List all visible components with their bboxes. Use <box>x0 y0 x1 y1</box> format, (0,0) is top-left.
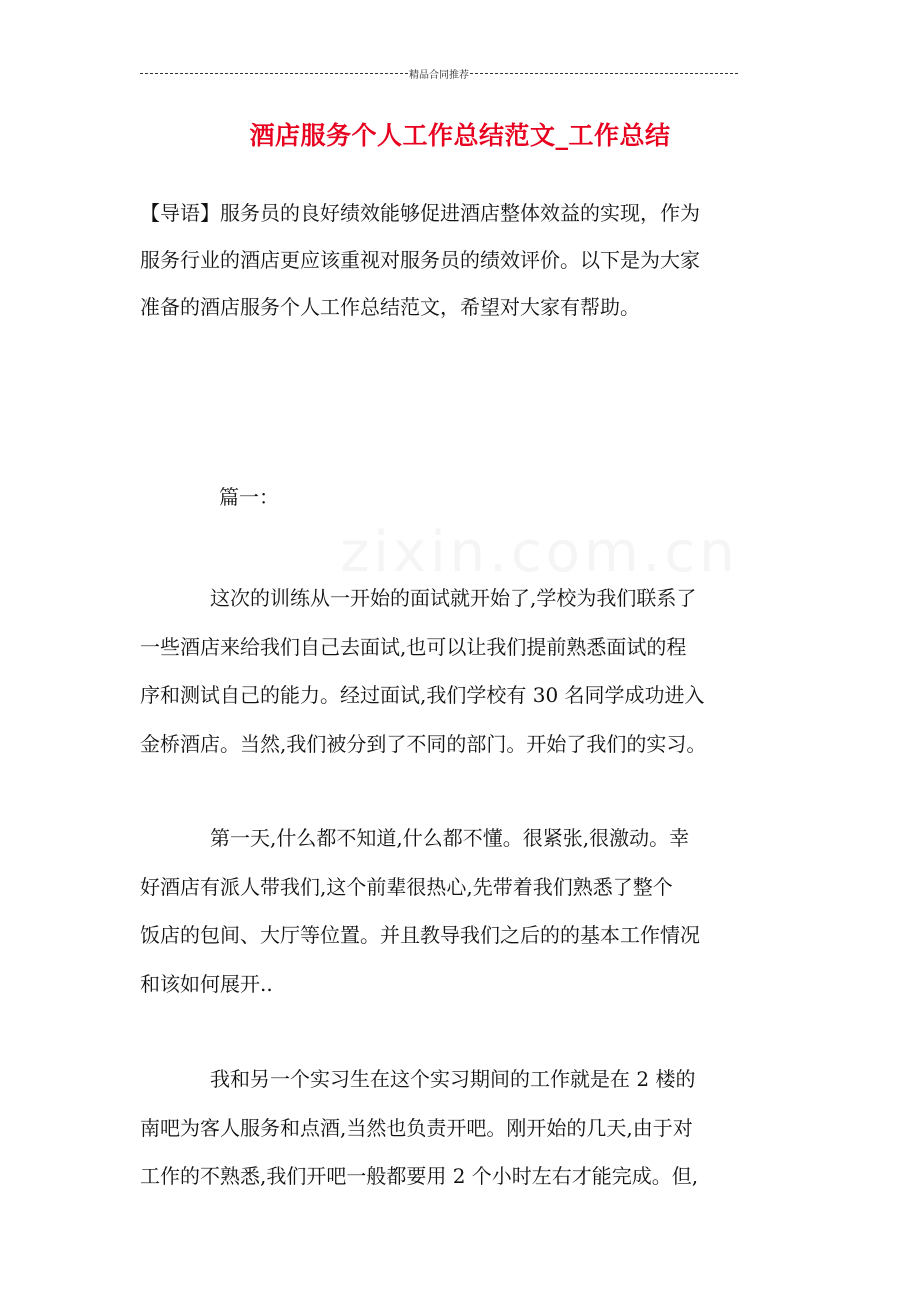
paragraph-line: 好酒店有派人带我们,这个前辈很热心,先带着我们熟悉了整个 <box>140 874 673 899</box>
intro-line: 服务行业的酒店更应该重视对服务员的绩效评价。以下是为大家 <box>140 248 700 272</box>
header-dash-right <box>470 73 738 74</box>
paragraph-line: 南吧为客人服务和点酒,当然也负责开吧。刚开始的几天,由于对 <box>140 1115 693 1140</box>
body-paragraph-1 <box>140 574 790 768</box>
page-header <box>140 66 738 81</box>
intro-line: 【导语】服务员的良好绩效能够促进酒店整体效益的实现，作为 <box>140 201 700 225</box>
paragraph-line: 和该如何展开.. <box>140 971 273 996</box>
paragraph-line: 序和测试自己的能力。经过面试,我们学校有 30 名同学成功进入 <box>140 683 705 707</box>
paragraph-line: 一些酒店来给我们自己去面试,也可以让我们提前熟悉面试的程 <box>140 634 687 659</box>
paragraph-line: 第一天,什么都不知道,什么都不懂。很紧张,很激动。幸 <box>210 826 690 850</box>
header-label: 精品合同推荐 <box>409 70 469 81</box>
section-heading: 篇一： <box>219 485 279 509</box>
paragraph-line: 这次的训练从一开始的面试就开始了,学校为我们联系了 <box>210 586 697 610</box>
paragraph-line: 工作的不熟悉,我们开吧一般都要用 2 个小时左右才能完成。但, <box>140 1164 699 1188</box>
body-paragraph-3 <box>140 1055 790 1201</box>
document-title: 酒店服务个人工作总结范文_工作总结 <box>249 121 671 150</box>
intro-paragraph <box>140 190 785 331</box>
paragraph-line: 金桥酒店。当然,我们被分到了不同的部门。开始了我们的实习。 <box>140 731 707 756</box>
body-paragraph-2 <box>140 814 790 1008</box>
header-dash-left <box>140 73 408 74</box>
paragraph-line: 饭店的包间、大厅等位置。并且教导我们之后的的基本工作情况 <box>140 923 700 947</box>
paragraph-line: 我和另一个实习生在这个实习期间的工作就是在 2 楼的 <box>210 1067 696 1091</box>
watermark: zixin.com.cn <box>340 520 739 585</box>
intro-line: 准备的酒店服务个人工作总结范文，希望对大家有帮助。 <box>140 295 640 319</box>
